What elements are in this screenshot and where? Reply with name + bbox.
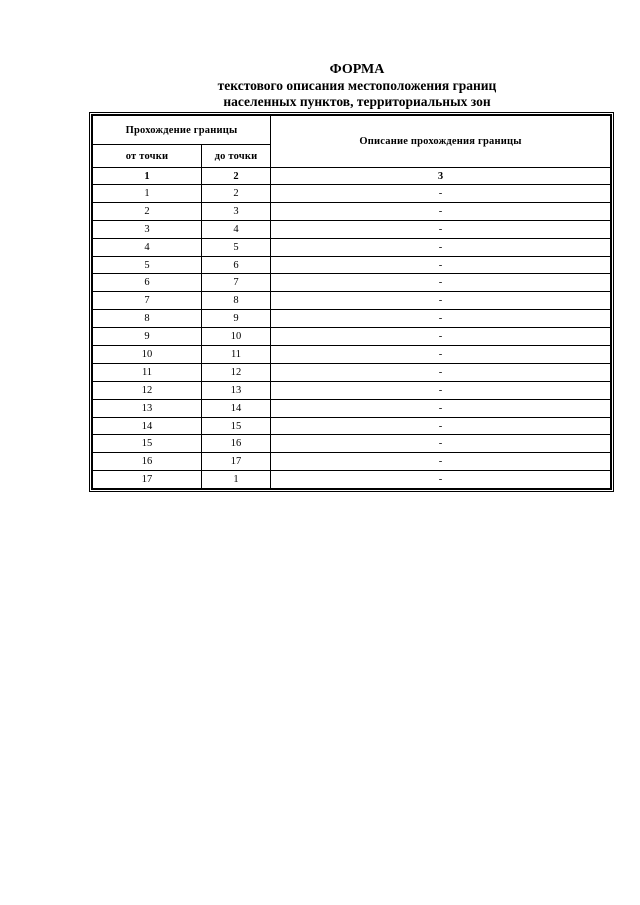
- table-row: [93, 399, 611, 417]
- description-cell: -: [271, 256, 611, 274]
- from-point-cell: 14: [93, 417, 202, 435]
- from-point-cell: 11: [93, 363, 202, 381]
- table-row: [93, 256, 611, 274]
- table-row: [93, 435, 611, 453]
- from-point-cell: 8: [93, 310, 202, 328]
- to-point-cell: 16: [202, 435, 271, 453]
- to-point-cell: 17: [202, 453, 271, 471]
- to-point-cell: 9: [202, 310, 271, 328]
- to-point-cell: 6: [202, 256, 271, 274]
- column-number: 3: [271, 168, 611, 185]
- from-point-cell: 3: [93, 220, 202, 238]
- header-to-point: до точки: [202, 145, 271, 168]
- to-point-cell: 14: [202, 399, 271, 417]
- from-point-cell: 5: [93, 256, 202, 274]
- column-number-row: [93, 168, 611, 185]
- to-point-cell: 5: [202, 238, 271, 256]
- header-boundary-passage: Прохождение границы: [93, 116, 271, 145]
- title-line-2: текстового описания местоположения границ: [217, 78, 497, 93]
- table-row: [93, 471, 611, 489]
- table-row: [93, 185, 611, 203]
- to-point-cell: 13: [202, 381, 271, 399]
- table-row: [93, 346, 611, 364]
- from-point-cell: 6: [93, 274, 202, 292]
- from-point-cell: 9: [93, 328, 202, 346]
- to-point-cell: 1: [202, 471, 271, 489]
- to-point-cell: 3: [202, 202, 271, 220]
- description-cell: -: [271, 435, 611, 453]
- description-cell: -: [271, 202, 611, 220]
- boundary-table: [92, 115, 611, 489]
- to-point-cell: 15: [202, 417, 271, 435]
- table-row: [93, 292, 611, 310]
- from-point-cell: 2: [93, 202, 202, 220]
- to-point-cell: 4: [202, 220, 271, 238]
- to-point-cell: 7: [202, 274, 271, 292]
- table-row: [93, 220, 611, 238]
- description-cell: -: [271, 185, 611, 203]
- from-point-cell: 1: [93, 185, 202, 203]
- boundary-table-frame: [89, 112, 614, 492]
- from-point-cell: 10: [93, 346, 202, 364]
- description-cell: -: [271, 471, 611, 489]
- table-row: [93, 381, 611, 399]
- to-point-cell: 8: [202, 292, 271, 310]
- table-row: [93, 328, 611, 346]
- column-number: 1: [93, 168, 202, 185]
- table-row: [93, 310, 611, 328]
- table-row: [93, 238, 611, 256]
- to-point-cell: 10: [202, 328, 271, 346]
- description-cell: -: [271, 238, 611, 256]
- from-point-cell: 4: [93, 238, 202, 256]
- table-row: [93, 274, 611, 292]
- description-cell: -: [271, 399, 611, 417]
- table-row: [93, 417, 611, 435]
- from-point-cell: 13: [93, 399, 202, 417]
- title-line-3: населенных пунктов, территориальных зон: [223, 94, 491, 109]
- to-point-cell: 11: [202, 346, 271, 364]
- description-cell: -: [271, 453, 611, 471]
- to-point-cell: 2: [202, 185, 271, 203]
- from-point-cell: 7: [93, 292, 202, 310]
- from-point-cell: 17: [93, 471, 202, 489]
- to-point-cell: 12: [202, 363, 271, 381]
- description-cell: -: [271, 292, 611, 310]
- description-cell: -: [271, 220, 611, 238]
- description-cell: -: [271, 328, 611, 346]
- description-cell: -: [271, 363, 611, 381]
- from-point-cell: 15: [93, 435, 202, 453]
- column-number: 2: [202, 168, 271, 185]
- from-point-cell: 12: [93, 381, 202, 399]
- description-cell: -: [271, 310, 611, 328]
- description-cell: -: [271, 417, 611, 435]
- table-row: [93, 453, 611, 471]
- header-from-point: от точки: [93, 145, 202, 168]
- header-description: Описание прохождения границы: [271, 116, 611, 168]
- document-title: [0, 62, 640, 110]
- table-row: [93, 363, 611, 381]
- table-row: [93, 202, 611, 220]
- from-point-cell: 16: [93, 453, 202, 471]
- description-cell: -: [271, 346, 611, 364]
- title-line-1: ФОРМА: [329, 62, 385, 77]
- description-cell: -: [271, 381, 611, 399]
- description-cell: -: [271, 274, 611, 292]
